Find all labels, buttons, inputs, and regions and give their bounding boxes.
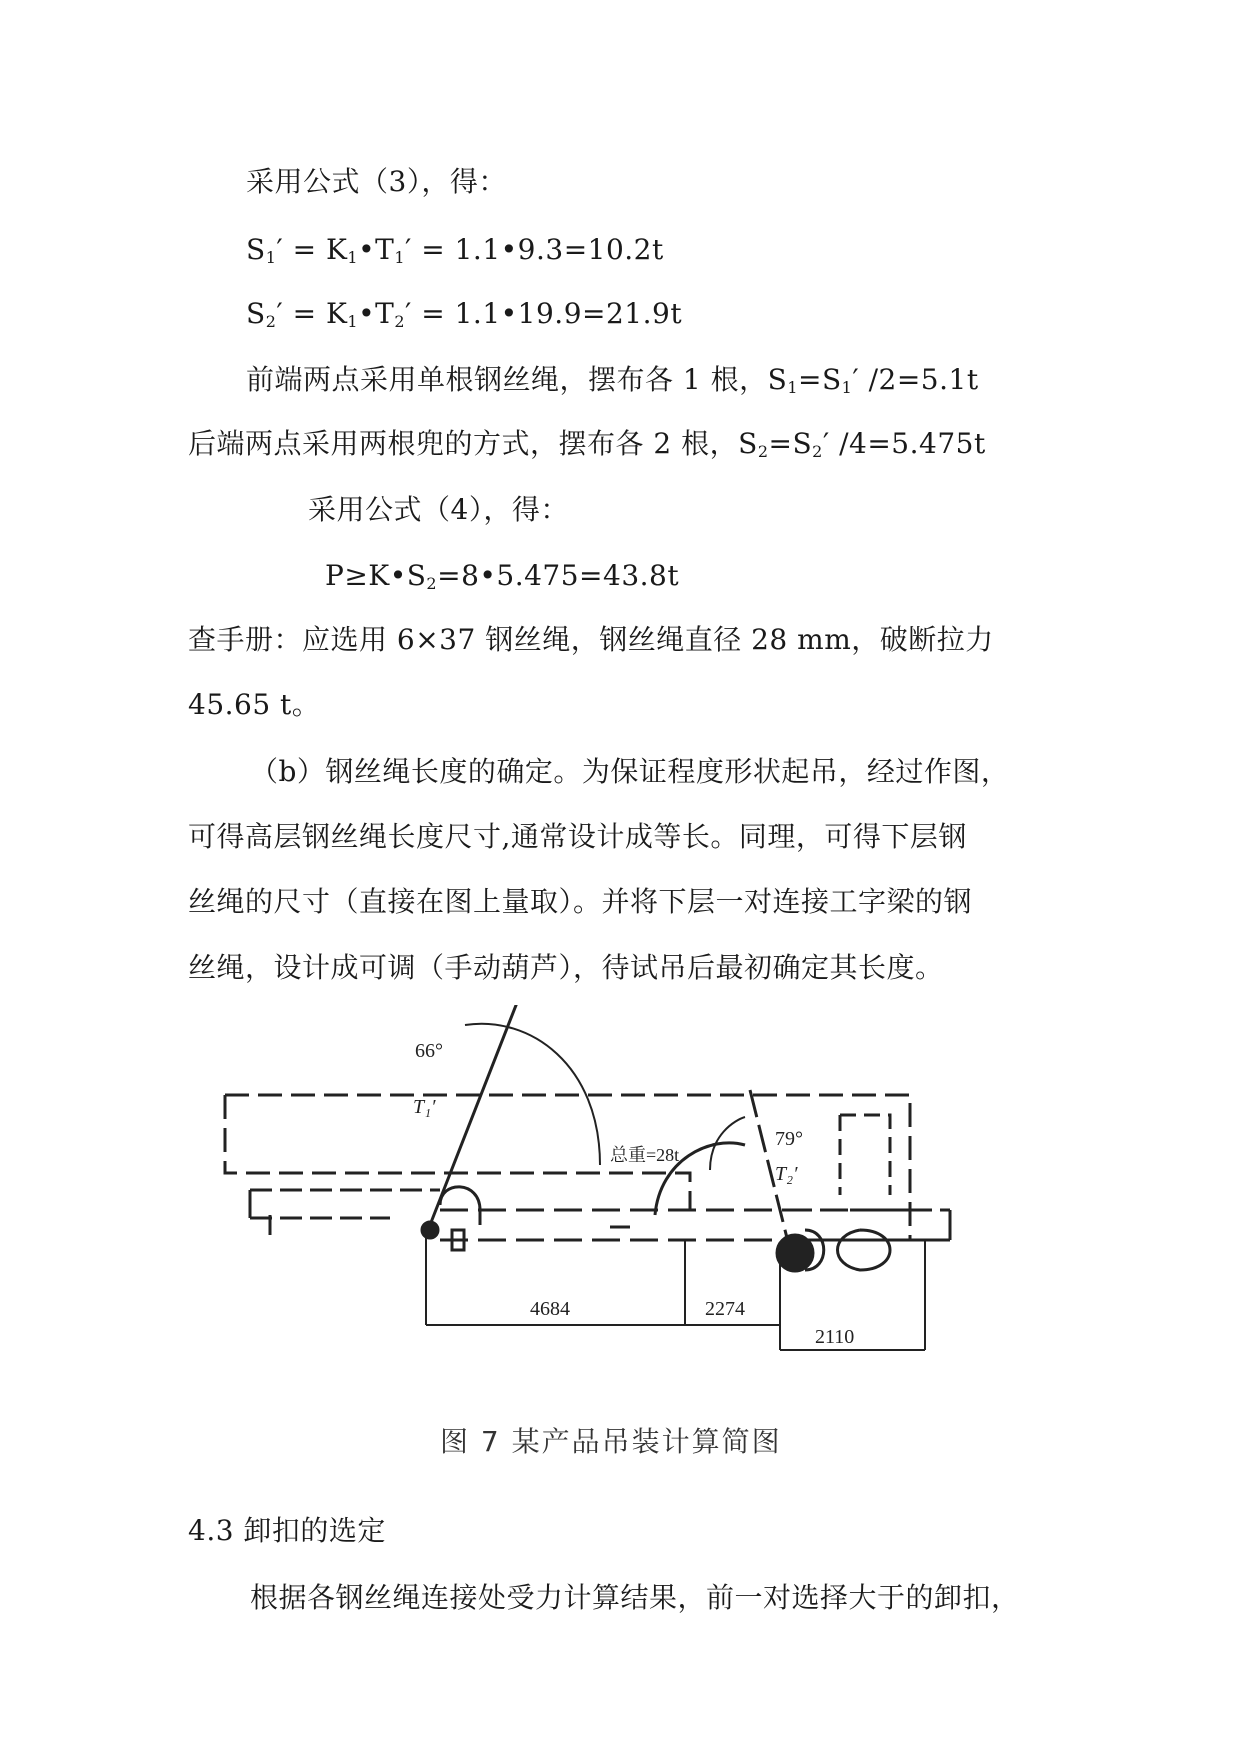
text-line-s1: $S_1'$ = $K_1•T_1'$ = 1.1•9.3=10.2t: [246, 233, 664, 267]
t1-label: T₁′: [413, 1096, 436, 1118]
text-line-front: 前端两点采用单根钢丝绳，摆布各 1 根，$S_1=S_1'$ /2=5.1t: [246, 363, 979, 397]
text-line-12: 丝绳的尺寸（直接在图上量取）。并将下层一对连接工字梁的钢: [188, 885, 973, 918]
text-line-11: 可得高层钢丝绳长度尺寸,通常设计成等长。同理，可得下层钢: [188, 820, 967, 853]
lifting-diagram-svg: [190, 1005, 1050, 1475]
text-line-force: 45.65 t。: [188, 688, 321, 721]
text-line-p: $P\ge K•S_2=8•5.475=43.8t$: [325, 559, 680, 593]
text-line-s2: $S_2'$ = $K_1•T_2'$ = 1.1•19.9=21.9t: [246, 297, 683, 331]
dim-4684: 4684: [530, 1298, 570, 1320]
angle-label-79: 79°: [775, 1128, 803, 1150]
text-line-formula4: 采用公式（4），得：: [308, 493, 569, 526]
text-line-rear: 后端两点采用两根兜的方式，摆布各 2 根，$S_2=S_2'$ /4=5.475t: [188, 427, 986, 461]
dim-2274: 2274: [705, 1298, 745, 1320]
text-line-b: （b）钢丝绳长度的确定。为保证程度形状起吊，经过作图，: [250, 755, 1010, 788]
lifting-diagram: [190, 1005, 1050, 1475]
section-heading-4-3: 4.3 卸扣的选定: [188, 1514, 386, 1547]
text-line-15: 根据各钢丝绳连接处受力计算结果，前一对选择大于的卸扣，: [250, 1581, 1020, 1614]
figure-caption: 图 7 某产品吊装计算简图: [440, 1425, 782, 1458]
right-box: [840, 1115, 890, 1195]
text-line-handbook: 查手册：应选用 6×37 钢丝绳，钢丝绳直径 28 mm，破断拉力: [188, 623, 994, 656]
right-ring-2: [838, 1230, 891, 1270]
angle-label-66: 66°: [415, 1040, 443, 1062]
t2-label: T₂′: [775, 1163, 798, 1185]
dim-2110: 2110: [815, 1326, 855, 1348]
sling-t1: [430, 1005, 520, 1225]
weight-label: 总重=28t: [610, 1145, 680, 1165]
left-lug: [440, 1187, 480, 1225]
text-line-13: 丝绳，设计成可调（手动葫芦），待试吊后最初确定其长度。: [188, 951, 944, 984]
text-line-formula3: 采用公式（3），得：: [246, 165, 507, 198]
